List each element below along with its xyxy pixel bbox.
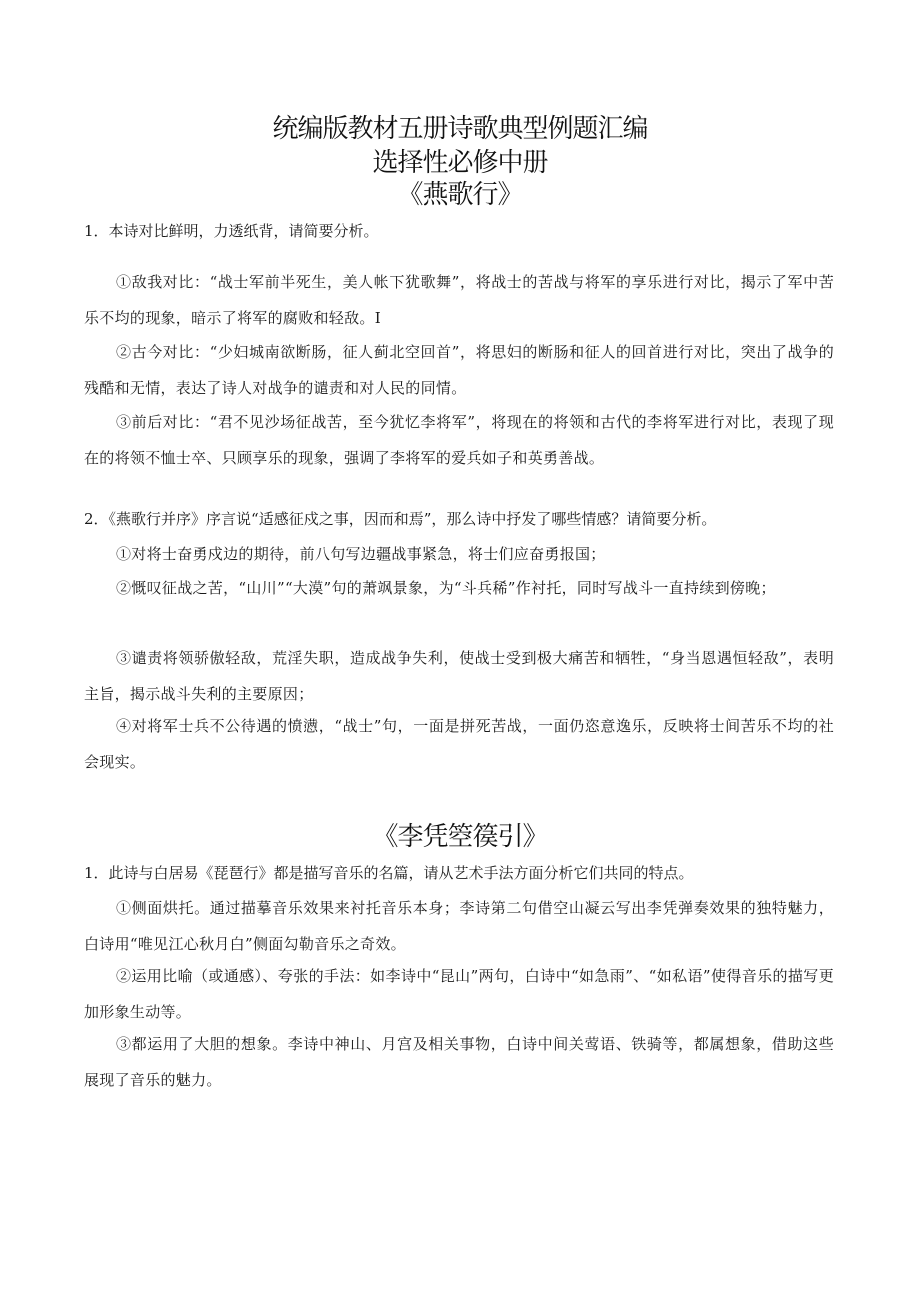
answer-paragraph: ②运用比喻（或通感）、夸张的手法：如李诗中“昆山”两句，白诗中“如急雨”、“如私语”使得音乐的描写更加形象生动等。	[84, 967, 834, 1021]
answer-paragraph: ①敌我对比：“战士军前半死生，美人帐下犹歌舞”，将战士的苦战与将军的享乐进行对比，揭示了军中苦乐不均的现象，暗示了将军的腐败和轻敌。I	[84, 273, 834, 327]
answer-paragraph: ②慨叹征战之苦，“山川”“大漠”句的萧飒景象，为“斗兵稀”作衬托，同时写战斗一直持续到傍晚；	[116, 579, 776, 597]
section-heading-lipingkonghouyin: 《李凭箜篌引》	[372, 822, 548, 852]
answer-paragraph: ①对将士奋勇戍边的期待，前八句写边疆战事紧急，将士们应奋勇报国；	[116, 545, 606, 563]
question-prompt: 1．本诗对比鲜明，力透纸背，请简要分析。	[84, 222, 379, 240]
section-heading-yangexing: 《燕歌行》	[397, 180, 523, 210]
document-subtitle: 选择性必修中册	[372, 148, 548, 178]
answer-paragraph: ④对将军士兵不公待遇的愤懑，“战士”句，一面是拼死苦战，一面仍恣意逸乐，反映将士间苦乐不均的社会现实。	[84, 717, 834, 771]
answer-paragraph: ③谴责将领骄傲轻敌，荒淫失职，造成战争失利，使战士受到极大痛苦和牺牲，“身当恩遇恒轻敌”，表明主旨，揭示战斗失利的主要原因；	[84, 649, 834, 703]
question-prompt: 2．《燕歌行并序》序言说“适感征戍之事，因而和焉”，那么诗中抒发了哪些情感？请简要分析。	[84, 510, 717, 528]
answer-paragraph: ③都运用了大胆的想象。李诗中神山、月宫及相关事物，白诗中间关莺语、铁骑等，都属想象，借助这些展现了音乐的魅力。	[84, 1035, 834, 1089]
question-prompt: 1．此诗与白居易《琵琶行》都是描写音乐的名篇，请从艺术手法方面分析它们共同的特点。	[84, 864, 694, 882]
answer-paragraph: ②古今对比：“少妇城南欲断肠，征人蓟北空回首”，将思妇的断肠和征人的回首进行对比，突出了战争的残酷和无情，表达了诗人对战争的谴责和对人民的同情。	[84, 343, 834, 397]
answer-paragraph: ③前后对比：“君不见沙场征战苦，至今犹忆李将军”，将现在的将领和古代的李将军进行对比，表现了现在的将领不恤士卒、只顾享乐的现象，强调了李将军的爱兵如子和英勇善战。	[84, 413, 834, 467]
document-title: 统编版教材五册诗歌典型例题汇编	[272, 114, 648, 144]
answer-paragraph: ①侧面烘托。通过描摹音乐效果来衬托音乐本身；李诗第二句借空山凝云写出李凭弹奏效果的独特魅力，白诗用“唯见江心秋月白”侧面勾勒音乐之奇效。	[84, 899, 834, 953]
